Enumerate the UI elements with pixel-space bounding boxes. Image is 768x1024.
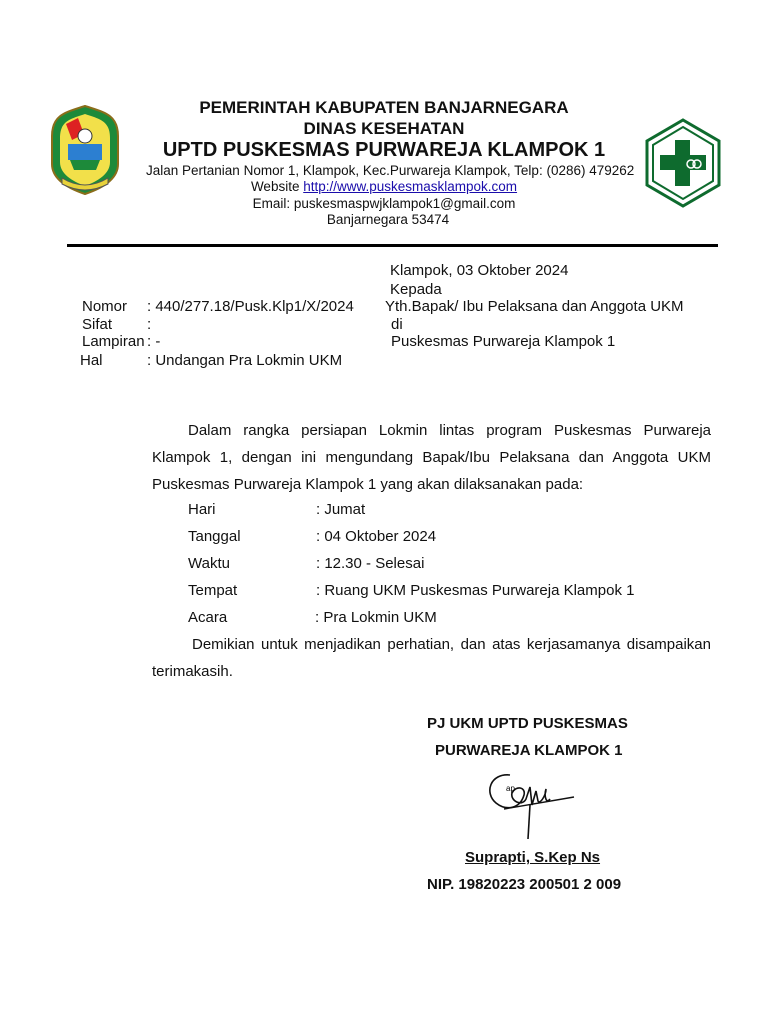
closing-line-2: terimakasih. bbox=[152, 663, 233, 680]
recipient: Yth.Bapak/ Ibu Pelaksana dan Anggota UKM bbox=[385, 298, 684, 315]
meta-sifat-value: : bbox=[147, 316, 152, 333]
header-address: Jalan Pertanian Nomor 1, Klampok, Kec.Purwareja Klampok, Telp: (0286) 479262 bbox=[146, 163, 635, 178]
signatory-nip: NIP. 19820223 200501 2 009 bbox=[427, 876, 622, 893]
recipient-di: di bbox=[391, 316, 403, 333]
detail-tempat-label: Tempat bbox=[188, 582, 238, 599]
detail-acara-label: Acara bbox=[188, 609, 228, 626]
detail-tanggal-label: Tanggal bbox=[188, 528, 241, 545]
signature-title-1: PJ UKM UPTD PUSKESMAS bbox=[427, 715, 628, 732]
opening-line-3: Puskesmas Purwareja Klampok 1 yang akan dilaksanakan pada: bbox=[152, 476, 584, 493]
header-divider bbox=[67, 244, 718, 247]
meta-nomor-value: : 440/277.18/Pusk.Klp1/X/2024 bbox=[147, 298, 354, 315]
meta-hal-value: : Undangan Pra Lokmin UKM bbox=[147, 352, 343, 369]
detail-hari-value: : Jumat bbox=[316, 501, 366, 518]
opening-line-2: Klampok 1, dengan ini mengundang Bapak/Ibu Pelaksana dan Anggota UKM bbox=[152, 449, 711, 466]
meta-sifat-label: Sifat bbox=[82, 316, 113, 333]
website-link[interactable]: http://www.puskesmasklampok.com bbox=[303, 179, 518, 194]
opening-line-1: Dalam rangka persiapan Lokmin lintas program Puskesmas Purwareja bbox=[188, 422, 711, 439]
header-city: Banjarnegara 53474 bbox=[326, 212, 450, 227]
detail-tempat-value: : Ruang UKM Puskesmas Purwareja Klampok 1 bbox=[316, 582, 635, 599]
detail-waktu-value: : 12.30 - Selesai bbox=[316, 555, 425, 572]
detail-waktu-label: Waktu bbox=[188, 555, 230, 572]
closing-line-1: Demikian untuk menjadikan perhatian, dan atas kerjasamanya disampaikan bbox=[192, 636, 711, 653]
signatory-name: Suprapti, S.Kep Ns bbox=[465, 849, 601, 866]
recipient-place: Puskesmas Purwareja Klampok 1 bbox=[391, 333, 616, 350]
detail-hari-label: Hari bbox=[188, 501, 216, 518]
letter-date: Klampok, 03 Oktober 2024 bbox=[390, 262, 569, 279]
meta-lampiran-value: : - bbox=[147, 333, 161, 350]
detail-tanggal-value: : 04 Oktober 2024 bbox=[316, 528, 437, 545]
header-government: PEMERINTAH KABUPATEN BANJARNEGARA bbox=[199, 98, 569, 117]
header-website-line bbox=[0, 179, 768, 194]
meta-hal-label: Hal bbox=[80, 352, 103, 369]
signature-title-2: PURWAREJA KLAMPOK 1 bbox=[435, 742, 623, 759]
handwritten-signature bbox=[480, 765, 580, 843]
meta-nomor-label: Nomor bbox=[82, 298, 128, 315]
detail-acara-value: : Pra Lokmin UKM bbox=[315, 609, 437, 626]
website-label: Website bbox=[250, 179, 304, 194]
svg-text:ap: ap bbox=[506, 784, 515, 793]
header-department: DINAS KESEHATAN bbox=[303, 119, 465, 138]
header-email: Email: puskesmaspwjklampok1@gmail.com bbox=[252, 196, 516, 211]
meta-lampiran-label: Lampiran bbox=[82, 333, 145, 350]
recipient-label: Kepada bbox=[390, 281, 442, 298]
header-institution: UPTD PUSKESMAS PURWAREJA KLAMPOK 1 bbox=[162, 139, 606, 161]
